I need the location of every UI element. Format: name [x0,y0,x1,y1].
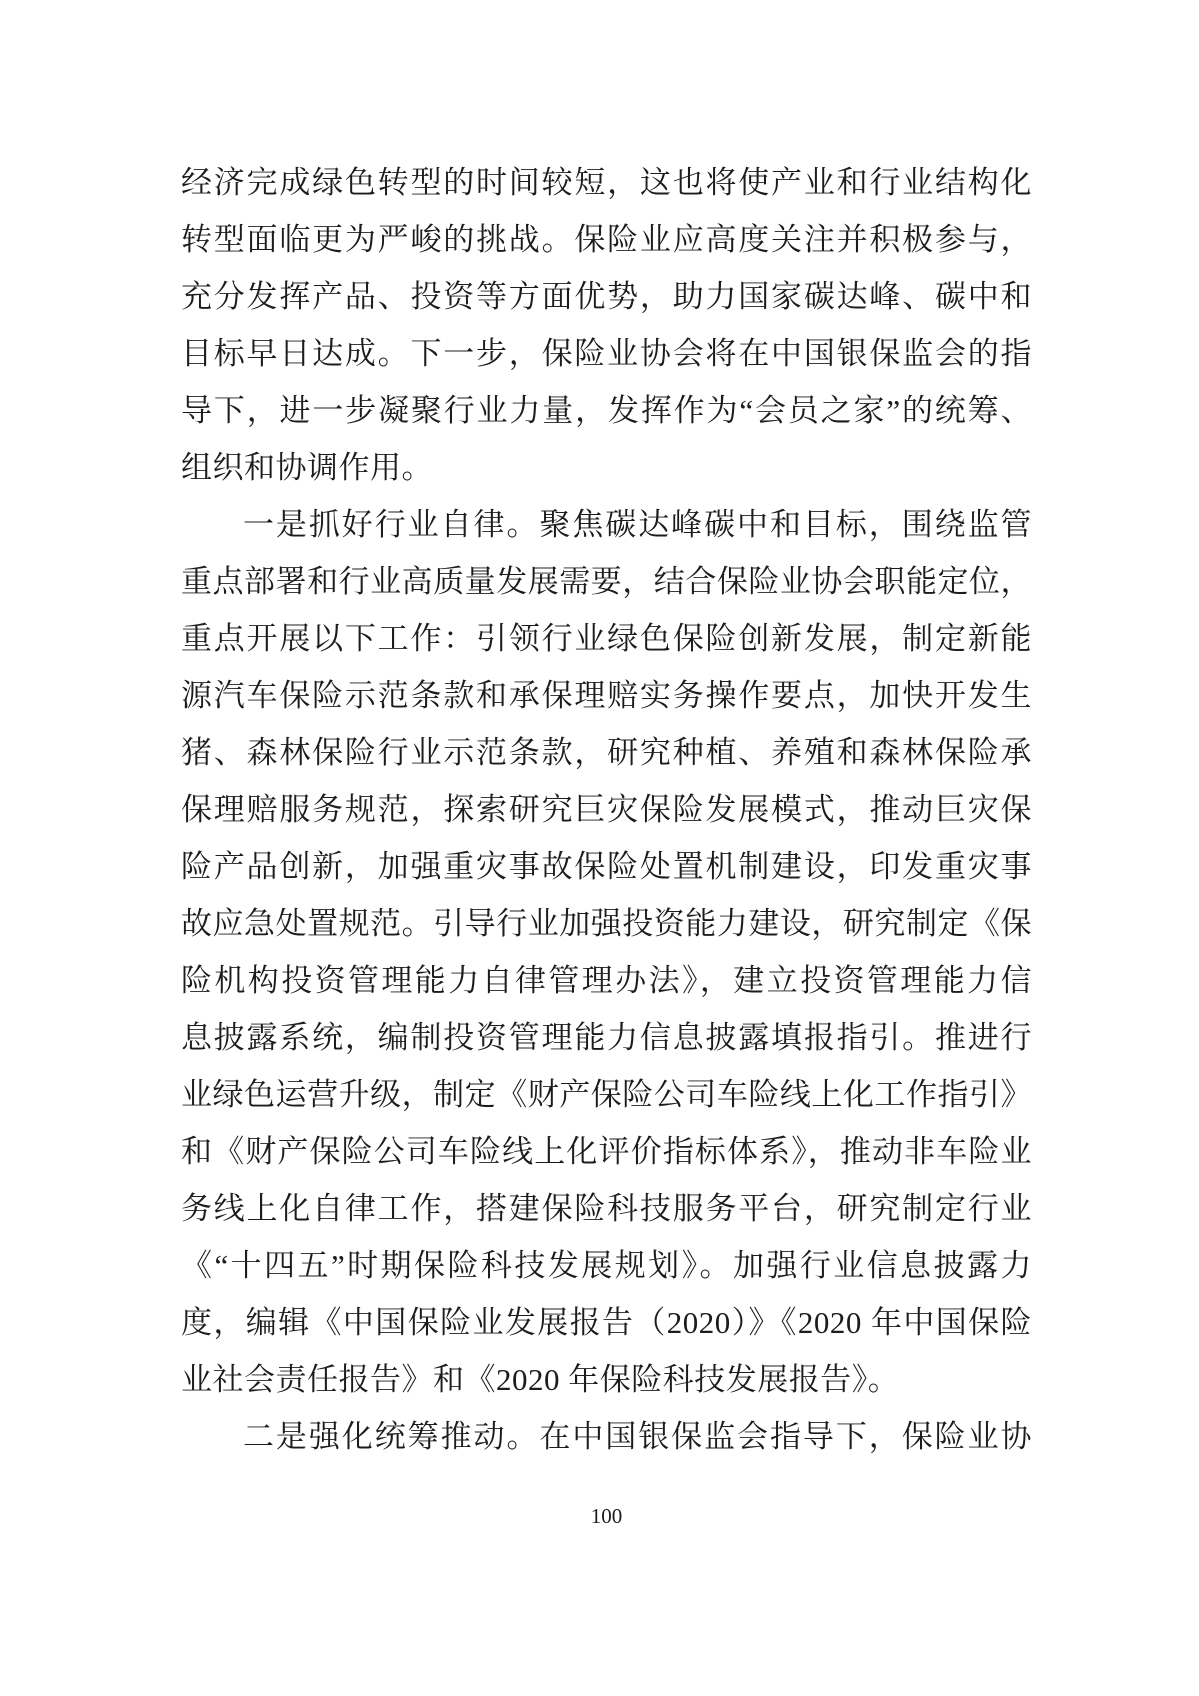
paragraph-3 [181,1408,1032,1465]
text-line: 《“十四五”时期保险科技发展规划》。加强行业信息披露力 [181,1248,1032,1283]
page-footer [181,1500,1032,1532]
text-line: 和《财产保险公司车险线上化评价指标体系》，推动非车险业 [181,1134,1032,1169]
text-line: 充分发挥产品、投资等方面优势，助力国家碳达峰、碳中和 [181,279,1032,314]
paragraph-2 [181,496,1032,1408]
text-line: 保理赔服务规范，探索研究巨灾保险发展模式，推动巨灾保 [181,792,1032,827]
text-line: 转型面临更为严峻的挑战。保险业应高度关注并积极参与， [181,222,1032,257]
text-line: 业社会责任报告》和《2020 年保险科技发展报告》。 [181,1362,900,1397]
page-number: 100 [590,1504,623,1528]
text-line: 猪、森林保险行业示范条款，研究种植、养殖和森林保险承 [181,735,1032,770]
text-line: 重点部署和行业高质量发展需要，结合保险业协会职能定位， [181,564,1032,599]
text-line: 故应急处置规范。引导行业加强投资能力建设，研究制定《保 [181,906,1032,941]
text-line: 源汽车保险示范条款和承保理赔实务操作要点，加快开发生 [181,678,1032,713]
text-line: 息披露系统，编制投资管理能力信息披露填报指引。推进行 [181,1020,1032,1055]
text-line: 险机构投资管理能力自律管理办法》，建立投资管理能力信 [181,963,1032,998]
text-line: 度，编辑《中国保险业发展报告（2020）》《2020 年中国保险 [181,1305,1032,1340]
text-line: 险产品创新，加强重灾事故保险处置机制建设，印发重灾事 [181,849,1032,884]
paragraph-1 [181,154,1032,496]
text-line: 业绿色运营升级，制定《财产保险公司车险线上化工作指引》 [181,1077,1032,1112]
text-line: 组织和协调作用。 [181,450,433,485]
text-line: 重点开展以下工作：引领行业绿色保险创新发展，制定新能 [181,621,1032,656]
text-line: 导下，进一步凝聚行业力量，发挥作为“会员之家”的统筹、 [181,393,1032,428]
text-line: 一是抓好行业自律。聚焦碳达峰碳中和目标，围绕监管 [243,507,1032,542]
text-content [181,154,1032,1465]
text-line: 务线上化自律工作，搭建保险科技服务平台，研究制定行业 [181,1191,1032,1226]
text-line: 经济完成绿色转型的时间较短，这也将使产业和行业结构化 [181,165,1032,200]
text-line: 二是强化统筹推动。在中国银保监会指导下，保险业协 [243,1419,1032,1454]
text-line: 目标早日达成。下一步，保险业协会将在中国银保监会的指 [181,336,1032,371]
